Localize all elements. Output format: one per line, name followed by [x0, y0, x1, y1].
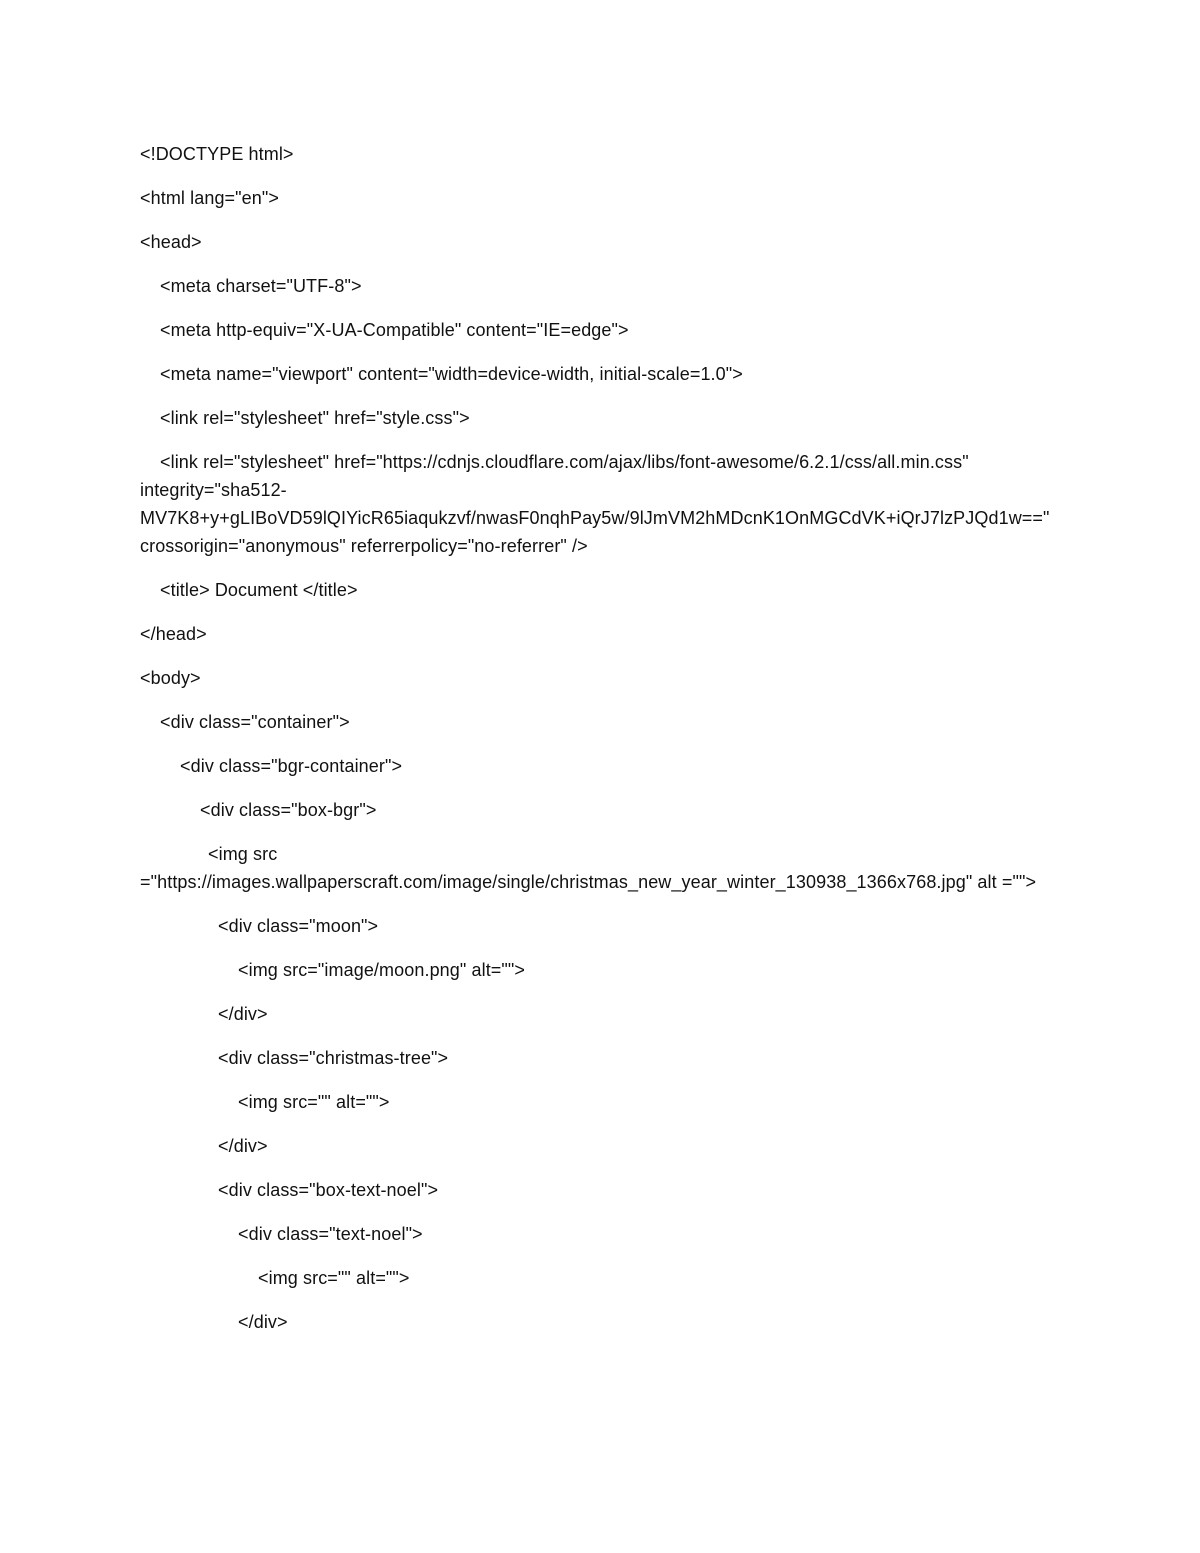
code-line: <div class="text-noel">	[238, 1224, 423, 1244]
code-line: <div class="box-bgr">	[200, 800, 377, 820]
code-line: <link rel="stylesheet" href="style.css">	[160, 408, 470, 428]
code-line: <meta name="viewport" content="width=device-width, initial-scale=1.0">	[160, 364, 743, 384]
code-line: </head>	[140, 624, 207, 644]
code-line: <div class="bgr-container">	[180, 756, 403, 776]
code-line: <meta http-equiv="X-UA-Compatible" content="IE=edge">	[160, 320, 629, 340]
code-line: <meta charset="UTF-8">	[160, 276, 362, 296]
code-line: <img src="image/moon.png" alt="">	[238, 960, 526, 980]
code-line: <div class="christmas-tree">	[218, 1048, 449, 1068]
code-listing	[140, 140, 1055, 1352]
code-line-wrapped: <img src ="https://images.wallpaperscraft.com/image/single/christmas_new_year_winter_130938_1366x768.jpg" alt ="">	[140, 844, 1037, 892]
code-line: <head>	[140, 232, 202, 252]
code-line: </div>	[218, 1136, 268, 1156]
code-line: <div class="container">	[160, 712, 350, 732]
code-line: <img src="" alt="">	[238, 1092, 390, 1112]
code-line: </div>	[238, 1312, 288, 1332]
code-line: <title> Document </title>	[160, 580, 358, 600]
code-line: <html lang="en">	[140, 188, 279, 208]
code-line: <img src="" alt="">	[258, 1268, 410, 1288]
code-line: <!DOCTYPE html>	[140, 144, 294, 164]
code-line: <div class="moon">	[218, 916, 379, 936]
code-line: </div>	[218, 1004, 268, 1024]
code-line-wrapped: <link rel="stylesheet" href="https://cdnjs.cloudflare.com/ajax/libs/font-awesome/6.2.1/css/all.min.css" integrity="sha512-MV7K8+y+gLIBoVD59lQIYicR65iaqukzvf/nwasF0nqhPay5w/9lJmVM2hMDcnK1OnMGCdVK+iQrJ7lzPJQd1w==" crossorigin="anonymous" referrerpolicy="no-referrer" />	[140, 452, 1055, 556]
code-line: <div class="box-text-noel">	[218, 1180, 439, 1200]
code-line: <body>	[140, 668, 201, 688]
